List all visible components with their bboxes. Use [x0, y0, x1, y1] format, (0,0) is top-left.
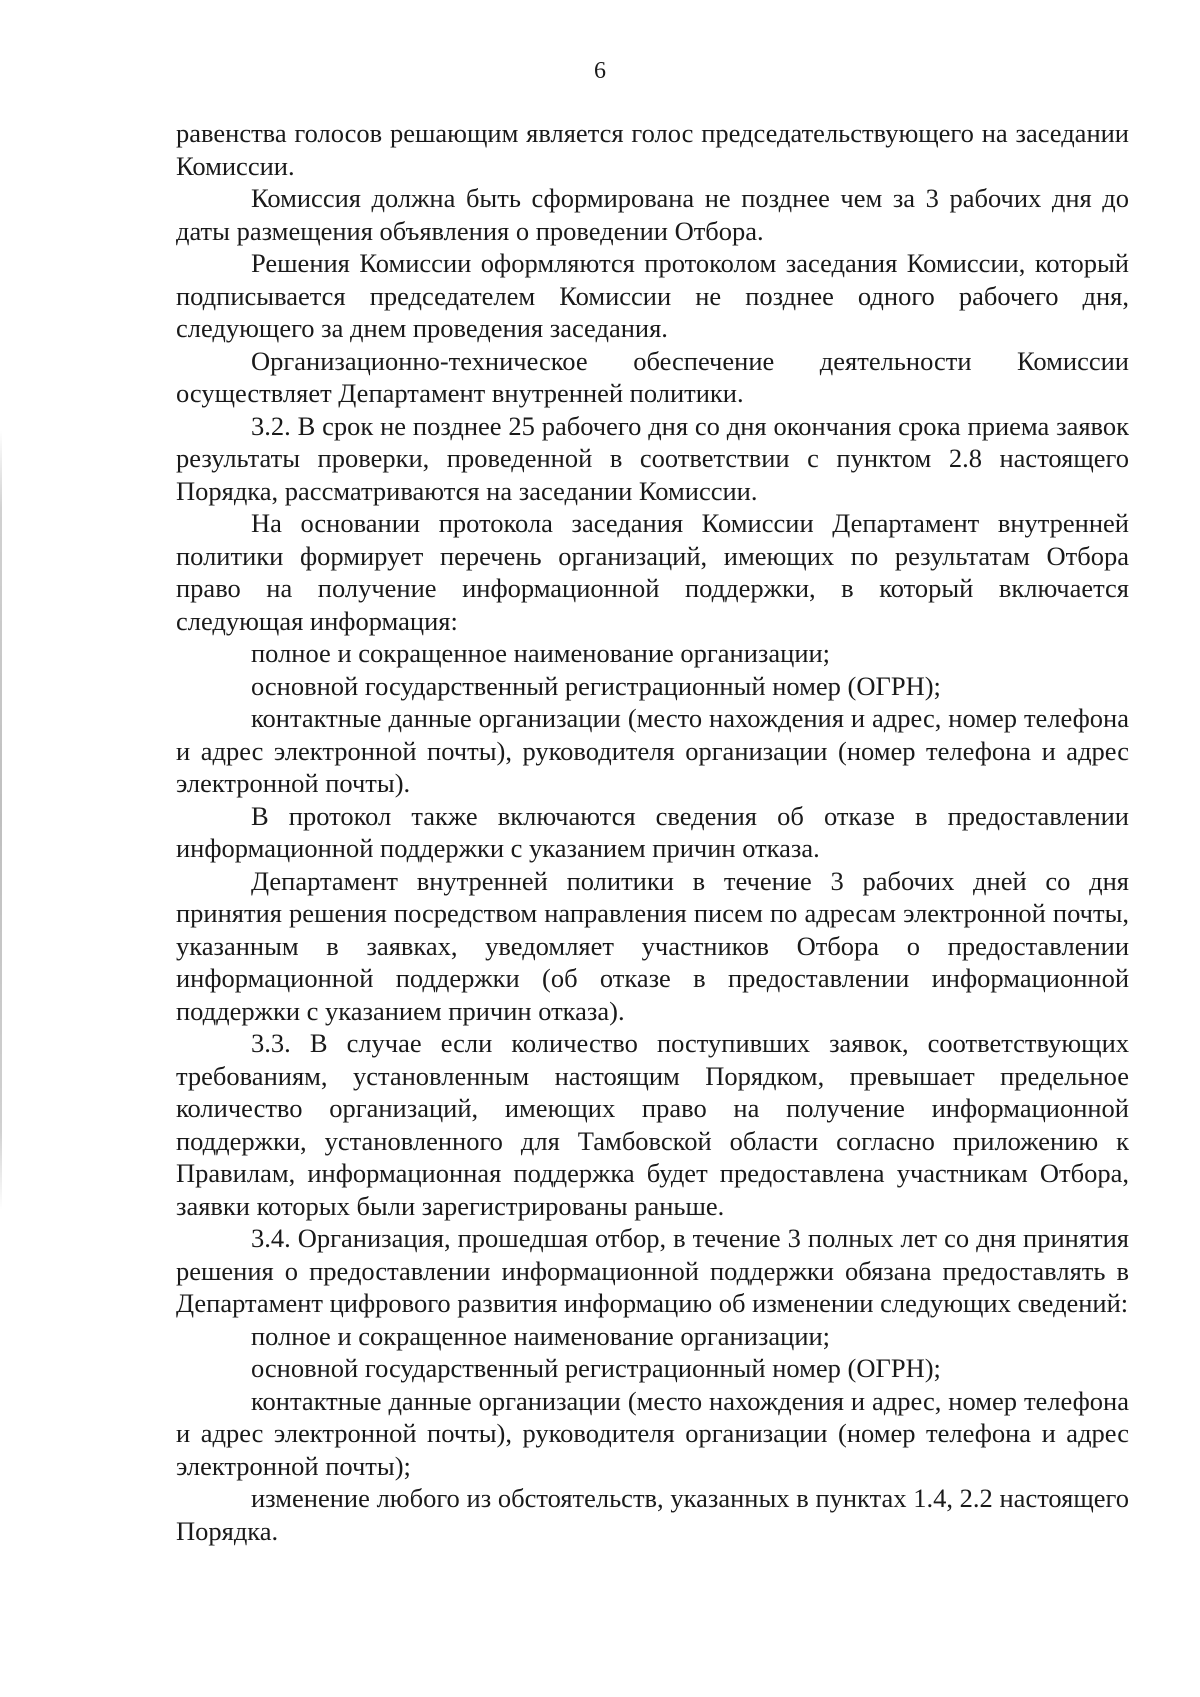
paragraph: На основании протокола заседания Комиссии Департамент внутренней политики формирует перечень организаций, имеющих по результатам Отбора право на получение информационной поддержки, в который включается следующая информация:: [176, 508, 1129, 636]
paragraph: Комиссия должна быть сформирована не позднее чем за 3 рабочих дня до даты размещения объявления о проведении Отбора.: [176, 183, 1129, 246]
list-item: изменение любого из обстоятельств, указанных в пунктах 1.4, 2.2 настоящего Порядка.: [176, 1483, 1129, 1546]
paragraph: равенства голосов решающим является голос председательствующего на заседании Комиссии.: [176, 118, 1129, 181]
page-number: 6: [594, 58, 606, 84]
paragraph-section-3-3: 3.3. В случае если количество поступивших заявок, соответствующих требованиям, установленным настоящим Порядком, превышает предельное количество организаций, имеющих право на получение информационной поддержки, установленного для Тамбовской области согласно приложению к Правилам, информационная поддержка будет предоставлена участникам Отбора, заявки которых были зарегистрированы раньше.: [176, 1028, 1129, 1221]
list-item: полное и сокращенное наименование организации;: [251, 1320, 831, 1351]
scan-edge-mark: [0, 430, 2, 1210]
list-item: основной государственный регистрационный номер (ОГРН);: [251, 670, 941, 701]
paragraph: В протокол также включаются сведения об отказе в предоставлении информационной поддержки с указанием причин отказа.: [176, 800, 1129, 863]
paragraph-section-3-4: 3.4. Организация, прошедшая отбор, в течение 3 полных лет со дня принятия решения о предоставлении информационной поддержки обязана предоставлять в Департамент цифрового развития информацию об изменении следующих сведений:: [176, 1223, 1129, 1318]
list-item: полное и сокращенное наименование организации;: [251, 638, 831, 668]
document-body: [176, 117, 1129, 1547]
list-item: контактные данные организации (место нахождения и адрес, номер телефона и адрес электронной почты), руководителя организации (номер телефона и адрес электронной почты).: [176, 703, 1129, 798]
paragraph-section-3-2: 3.2. В срок не позднее 25 рабочего дня со дня окончания срока приема заявок результаты проверки, проведенной в соответствии с пунктом 2.8 настоящего Порядка, рассматриваются на заседании Комиссии.: [176, 410, 1129, 506]
list-item: основной государственный регистрационный номер (ОГРН);: [251, 1353, 941, 1383]
paragraph: Организационно-техническое обеспечение деятельности Комиссии осуществляет Департамент внутренней политики.: [176, 345, 1129, 408]
list-item: контактные данные организации (место нахождения и адрес, номер телефона и адрес электронной почты), руководителя организации (номер телефона и адрес электронной почты);: [176, 1385, 1129, 1481]
paragraph: Решения Комиссии оформляются протоколом заседания Комиссии, который подписывается председателем Комиссии не позднее одного рабочего дня, следующего за днем проведения заседания.: [176, 248, 1129, 343]
paragraph: Департамент внутренней политики в течение 3 рабочих дней со дня принятия решения посредством направления писем по адресам электронной почты, указанным в заявках, уведомляет участников Отбора о предоставлении информационной поддержки (об отказе в предоставлении информационной поддержки с указанием причин отказа).: [176, 865, 1129, 1026]
